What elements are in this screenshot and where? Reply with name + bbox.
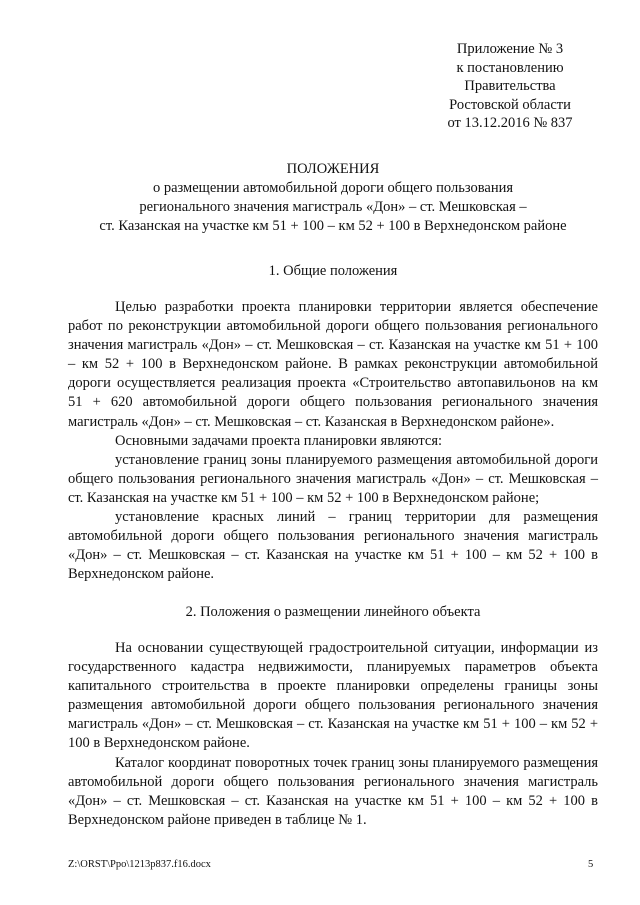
appendix-line: к постановлению xyxy=(456,59,564,76)
paragraph: установление границ зоны планируемого размещения автомобильной дороги общего пользования регионального значения магистраль «Дон» – ст. Мешковская – ст. Казанская на участке км 51 + 100 – км 52 + 100 в Верхнедонском районе; xyxy=(68,451,598,506)
title-line: о размещении автомобильной дороги общего пользования xyxy=(152,180,514,196)
page-number: 5 xyxy=(588,859,594,870)
section-1-body xyxy=(68,298,598,584)
paragraph: Основными задачами проекта планировки являются: xyxy=(115,432,443,449)
paragraph: На основании существующей градостроительной ситуации, информации из государственного кадастра недвижимости, планируемых параметров объекта капитального строительства в проекте планировки определены границы зоны размещения автомобильной дороги общего пользования регионального значения магистраль «Дон» – ст. Мешковская – ст. Казанская на участке км 51 + 100 – км 52 + 100 в Верхнедонском районе. xyxy=(68,640,598,752)
appendix-line: от 13.12.2016 № 837 xyxy=(447,115,573,132)
appendix-line: Правительства xyxy=(464,78,556,95)
paragraph: Каталог координат поворотных точек границ зоны планируемого размещения автомобильной дороги общего пользования регионального значения магистраль «Дон» – ст. Мешковская – ст. Казанская на участке км 51 + 100 – км 52 + 100 в Верхнедонском районе приведен в таблице № 1. xyxy=(68,754,598,828)
title-line: ст. Казанская на участке км 51 + 100 – км 52 + 100 в Верхнедонском районе xyxy=(99,218,567,234)
document-title xyxy=(60,160,606,236)
paragraph: Целью разработки проекта планировки территории является обеспечение работ по реконструкции автомобильной дороги общего пользования регионального значения магистраль «Дон» – ст. Мешковская – ст. Казанская на участке км 51 + 100 – км 52 + 100 в Верхнедонском районе. В рамках реконструкции автомобильной дороги осуществляется реализация проекта «Строительство автопавильонов на км 51 + 620 автомобильной дороги общего пользования регионального значения магистраль «Дон» – ст. Мешковская – ст. Казанская в Верхнедонском районе». xyxy=(68,299,598,430)
section-1-heading: 1. Общие положения xyxy=(268,263,398,279)
footer-file-path: Z:\ORST\Ppo\1213p837.f16.docx xyxy=(68,859,211,870)
title-line: ПОЛОЖЕНИЯ xyxy=(286,161,380,177)
section-2-body xyxy=(68,639,598,830)
title-line: регионального значения магистраль «Дон» – ст. Мешковская – xyxy=(139,199,527,215)
appendix-line: Ростовской области xyxy=(449,96,571,113)
section-2-heading: 2. Положения о размещении линейного объекта xyxy=(185,604,481,620)
appendix-line: Приложение № 3 xyxy=(456,41,564,57)
paragraph: установление красных линий – границ территории для размещения автомобильной дороги общего пользования регионального значения магистраль «Дон» – ст. Мешковская – ст. Казанская на участке км 51 + 100 – км 52 + 100 в Верхнедонском районе. xyxy=(68,509,598,583)
appendix-header xyxy=(395,40,625,133)
